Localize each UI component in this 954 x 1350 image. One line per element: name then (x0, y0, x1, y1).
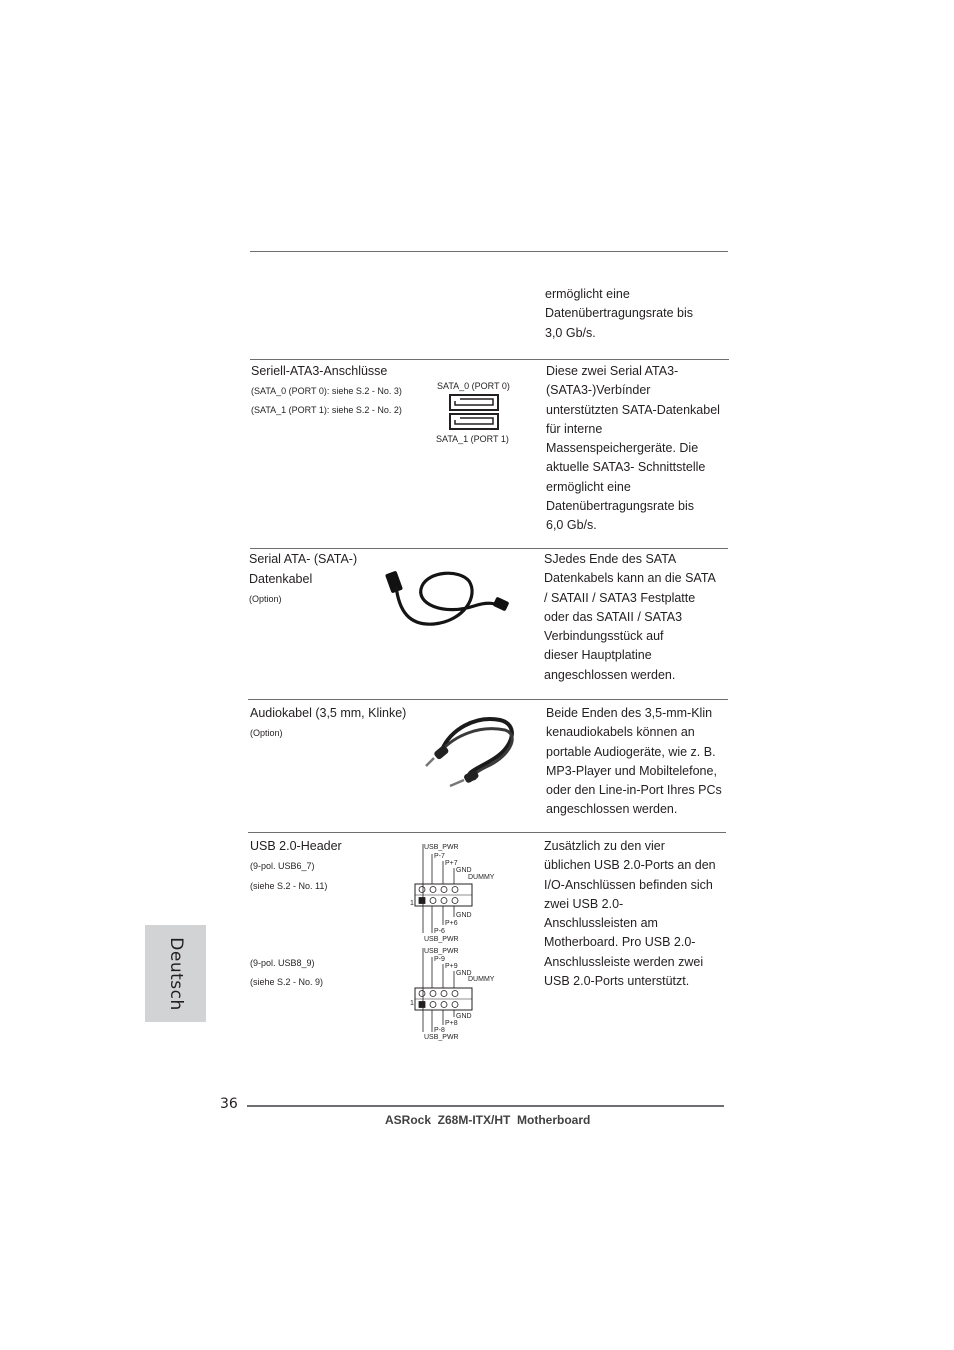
pin-label: USB_PWR (424, 844, 459, 851)
sata3-sub-0: (SATA_0 (PORT 0): siehe S.2 - No. 3) (251, 386, 402, 396)
desc-line: zwei USB 2.0- (544, 896, 624, 911)
desc-line: üblichen USB 2.0-Ports an den (544, 858, 716, 873)
desc-line: aktuelle SATA3- Schnittstelle (546, 460, 706, 475)
row-divider (250, 548, 728, 549)
desc-line: / SATAII / SATA3 Festplatte (544, 590, 696, 605)
desc-line: ermöglicht eine (546, 479, 631, 494)
sata3-title: Seriell-ATA3-Anschlüsse (251, 364, 388, 378)
usb-description (544, 837, 716, 991)
desc-line: angeschlossen werden. (546, 802, 678, 817)
usb-sub-3: (9-pol. USB8_9) (250, 958, 315, 968)
pin-label: GND (456, 867, 472, 874)
continuation-text (545, 285, 693, 343)
continuation-line: Datenübertragungsrate bis (545, 306, 694, 321)
desc-line: angeschlossen werden. (544, 667, 676, 682)
sata-cable-image (384, 566, 514, 632)
usb-header-diagram-2 (408, 944, 500, 1044)
desc-line: für interne (546, 421, 603, 436)
desc-line: Anschlussleiste werden zwei (544, 954, 704, 969)
audio-cable-image (420, 710, 520, 790)
pin-label: DUMMY (468, 976, 495, 983)
desc-line: SJedes Ende des SATA (544, 552, 677, 566)
desc-line: USB 2.0-Ports unterstützt. (544, 974, 690, 989)
audio-description (546, 704, 722, 820)
desc-line: Motherboard. Pro USB 2.0- (544, 935, 696, 950)
row-divider (248, 699, 728, 700)
pin-label: GND (456, 970, 472, 977)
pin-label: P+7 (445, 860, 458, 867)
sata-cable-option: (Option) (249, 594, 282, 604)
desc-line: dieser Hauptplatine (544, 648, 652, 663)
sata-cable-title-1: Serial ATA- (SATA-) (249, 552, 358, 566)
pin-one-label: 1 (410, 1000, 414, 1007)
sata3-sub-1: (SATA_1 (PORT 1): siehe S.2 - No. 2) (251, 405, 402, 415)
continuation-line: ermöglicht eine (545, 287, 630, 301)
desc-line: 6,0 Gb/s. (546, 518, 597, 533)
row-divider (250, 359, 729, 360)
pin-one-label: 1 (410, 900, 414, 907)
desc-line: Verbindungsstück auf (544, 629, 664, 644)
pin-label: USB_PWR (424, 1034, 459, 1041)
desc-line: I/O-Anschlüssen befinden sich (544, 877, 713, 892)
language-tab-label: Deutsch (165, 936, 186, 1011)
pin-label: GND (456, 1013, 472, 1020)
desc-line: MP3-Player und Mobiltelefone, (546, 763, 717, 778)
usb-sub-2: (siehe S.2 - No. 11) (250, 881, 328, 891)
footer-product: ASRock Z68M-ITX/HT Motherboard (385, 1113, 591, 1127)
sata-cable-title-2: Datenkabel (249, 572, 313, 586)
desc-line: oder das SATAII / SATA3 (544, 609, 683, 624)
desc-line: Massenspeichergeräte. Die (546, 441, 699, 456)
desc-line: Beide Enden des 3,5-mm-Klin (546, 706, 713, 720)
audio-title: Audiokabel (3,5 mm, Klinke) (250, 706, 407, 720)
usb-header-diagram-1 (408, 840, 500, 946)
desc-line: (SATA3-)Verbínder (546, 383, 651, 398)
pin-label: P+9 (445, 963, 458, 970)
sata-connector-icon (448, 393, 502, 433)
header-rule (250, 251, 728, 252)
usb-sub-4: (siehe S.2 - No. 9) (250, 977, 324, 987)
pin-label: P+6 (445, 920, 458, 927)
usb-title: USB 2.0-Header (250, 839, 342, 853)
desc-line: unterstützten SATA-Datenkabel (546, 402, 720, 417)
pin-label: USB_PWR (424, 936, 459, 943)
pin-label: P-7 (434, 853, 445, 860)
sata3-port-bottom-label: SATA_1 (PORT 1) (436, 434, 509, 444)
sata-cable-description (544, 550, 716, 685)
audio-option: (Option) (250, 728, 283, 738)
pin-label: P-9 (434, 956, 445, 963)
desc-line: kenaudiokabels können an (546, 725, 695, 740)
pin-label: P-8 (434, 1027, 445, 1034)
desc-line: Datenübertragungsrate bis (546, 499, 695, 514)
footer-rule (247, 1105, 724, 1107)
pin-label: P-6 (434, 928, 445, 935)
page-number: 36 (220, 1096, 238, 1112)
continuation-line: 3,0 Gb/s. (545, 325, 596, 340)
desc-line: portable Audiogeräte, wie z. B. (546, 744, 716, 759)
row-divider (248, 832, 726, 833)
desc-line: oder den Line-in-Port Ihres PCs (546, 783, 722, 798)
sata3-port-top-label: SATA_0 (PORT 0) (437, 381, 510, 391)
sata3-description (546, 362, 720, 536)
language-tab (145, 925, 206, 1022)
pin-label: DUMMY (468, 874, 495, 881)
usb-sub-1: (9-pol. USB6_7) (250, 861, 315, 871)
desc-line: Diese zwei Serial ATA3- (546, 364, 679, 378)
pin-label: P+8 (445, 1020, 458, 1027)
pin-label: USB_PWR (424, 948, 459, 955)
desc-line: Anschlussleisten am (544, 916, 658, 931)
desc-line: Datenkabels kann an die SATA (544, 571, 716, 586)
desc-line: Zusätzlich zu den vier (544, 839, 665, 853)
pin-label: GND (456, 912, 472, 919)
